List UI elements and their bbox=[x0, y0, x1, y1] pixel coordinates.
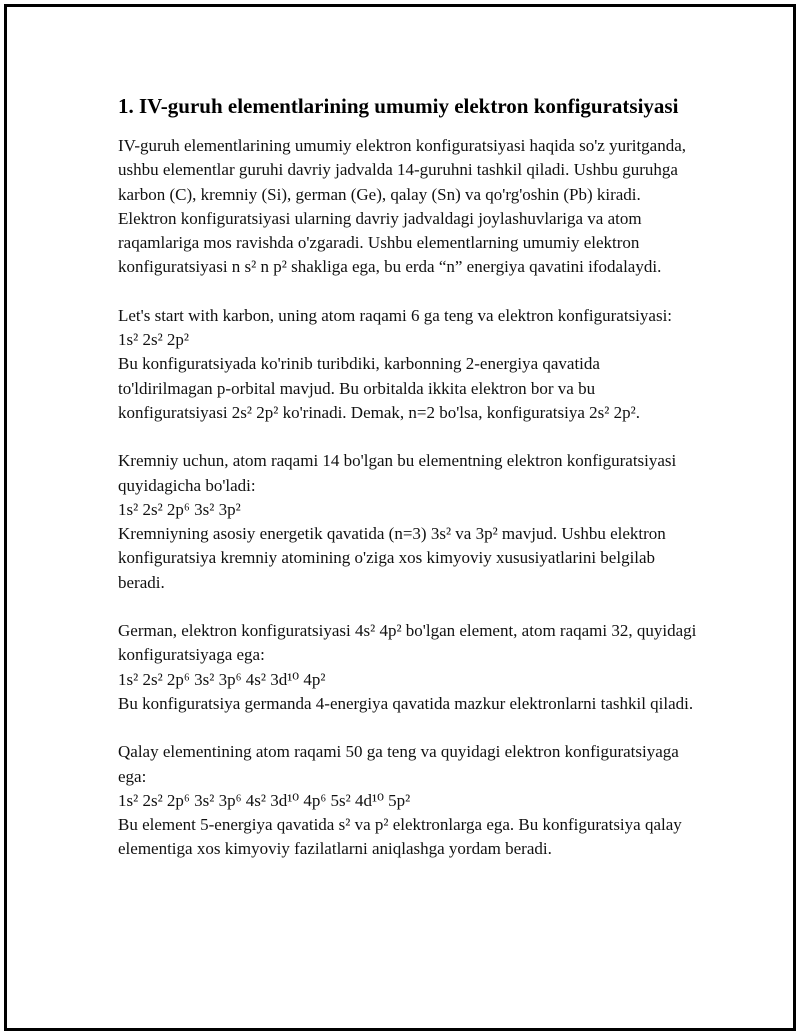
intro-paragraph bbox=[118, 134, 698, 280]
silicon-intro: Kremniy uchun, atom raqami 14 bo'lgan bu elementning elektron konfiguratsiyasi quyidagicha bo'ladi: bbox=[118, 451, 677, 495]
carbon-description: Bu konfiguratsiyada ko'rinib turibdiki, karbonning 2-energiya qavatida to'ldirilmagan p-orbital mavjud. Bu orbitalda ikkita elektron bor va bu konfiguratsiyasi 2s² 2p² ko'rinadi. Demak, n=2 bo'lsa, konfiguratsiya 2s² 2p². bbox=[118, 354, 640, 422]
tin-paragraph bbox=[118, 740, 698, 861]
tin-description: Bu element 5-energiya qavatida s² va p² elektronlarga ega. Bu konfiguratsiya qalay elementiga xos kimyoviy fazilatlarni aniqlashga yordam beradi. bbox=[118, 815, 682, 859]
germanium-configuration: 1s² 2s² 2p⁶ 3s² 3p⁶ 4s² 3d¹⁰ 4p² bbox=[118, 669, 326, 689]
carbon-intro: Let's start with karbon, uning atom raqami 6 ga teng va elektron konfiguratsiyasi: bbox=[118, 305, 673, 325]
germanium-intro: German, elektron konfiguratsiyasi 4s² 4p² bo'lgan element, atom raqami 32, quyidagi konfiguratsiyaga ega: bbox=[118, 621, 697, 665]
silicon-paragraph bbox=[118, 449, 698, 595]
tin-intro: Qalay elementining atom raqami 50 ga teng va quyidagi elektron konfiguratsiyaga ega: bbox=[118, 742, 679, 786]
carbon-configuration: 1s² 2s² 2p² bbox=[118, 330, 190, 350]
germanium-description: Bu konfiguratsiya germanda 4-energiya qavatida mazkur elektronlarni tashkil qiladi. bbox=[118, 693, 694, 713]
tin-configuration: 1s² 2s² 2p⁶ 3s² 3p⁶ 4s² 3d¹⁰ 4p⁶ 5s² 4d¹⁰ 5p² bbox=[118, 790, 411, 810]
germanium-paragraph bbox=[118, 619, 698, 716]
section-heading: 1. IV-guruh elementlarining umumiy elektron konfiguratsiyasi bbox=[118, 94, 679, 118]
intro-text: IV-guruh elementlarining umumiy elektron konfiguratsiyasi haqida so'z yuritganda, ushbu elementlar guruhi davriy jadvalda 14-guruhni tashkil qiladi. Ushbu guruhga karbon (C), kremniy (Si), german (Ge), qalay (Sn) va qo'rg'oshin (Pb) kiradi. Elektron konfiguratsiyasi ularning davriy jadvaldagi joylashuvlariga va atom raqamlariga mos ravishda o'zgaradi. Ushbu elementlarning umumiy elektron konfiguratsiyasi n s² n p² shakliga ega, bu erda “n” energiya qavatini ifodalaydi. bbox=[118, 136, 687, 277]
silicon-configuration: 1s² 2s² 2p⁶ 3s² 3p² bbox=[118, 499, 241, 519]
document-body bbox=[118, 92, 698, 886]
silicon-description: Kremniyning asosiy energetik qavatida (n=3) 3s² va 3p² mavjud. Ushbu elektron konfiguratsiya kremniy atomining o'ziga xos kimyoviy xususiyatlarini belgilab beradi. bbox=[118, 524, 666, 592]
carbon-paragraph bbox=[118, 304, 698, 425]
